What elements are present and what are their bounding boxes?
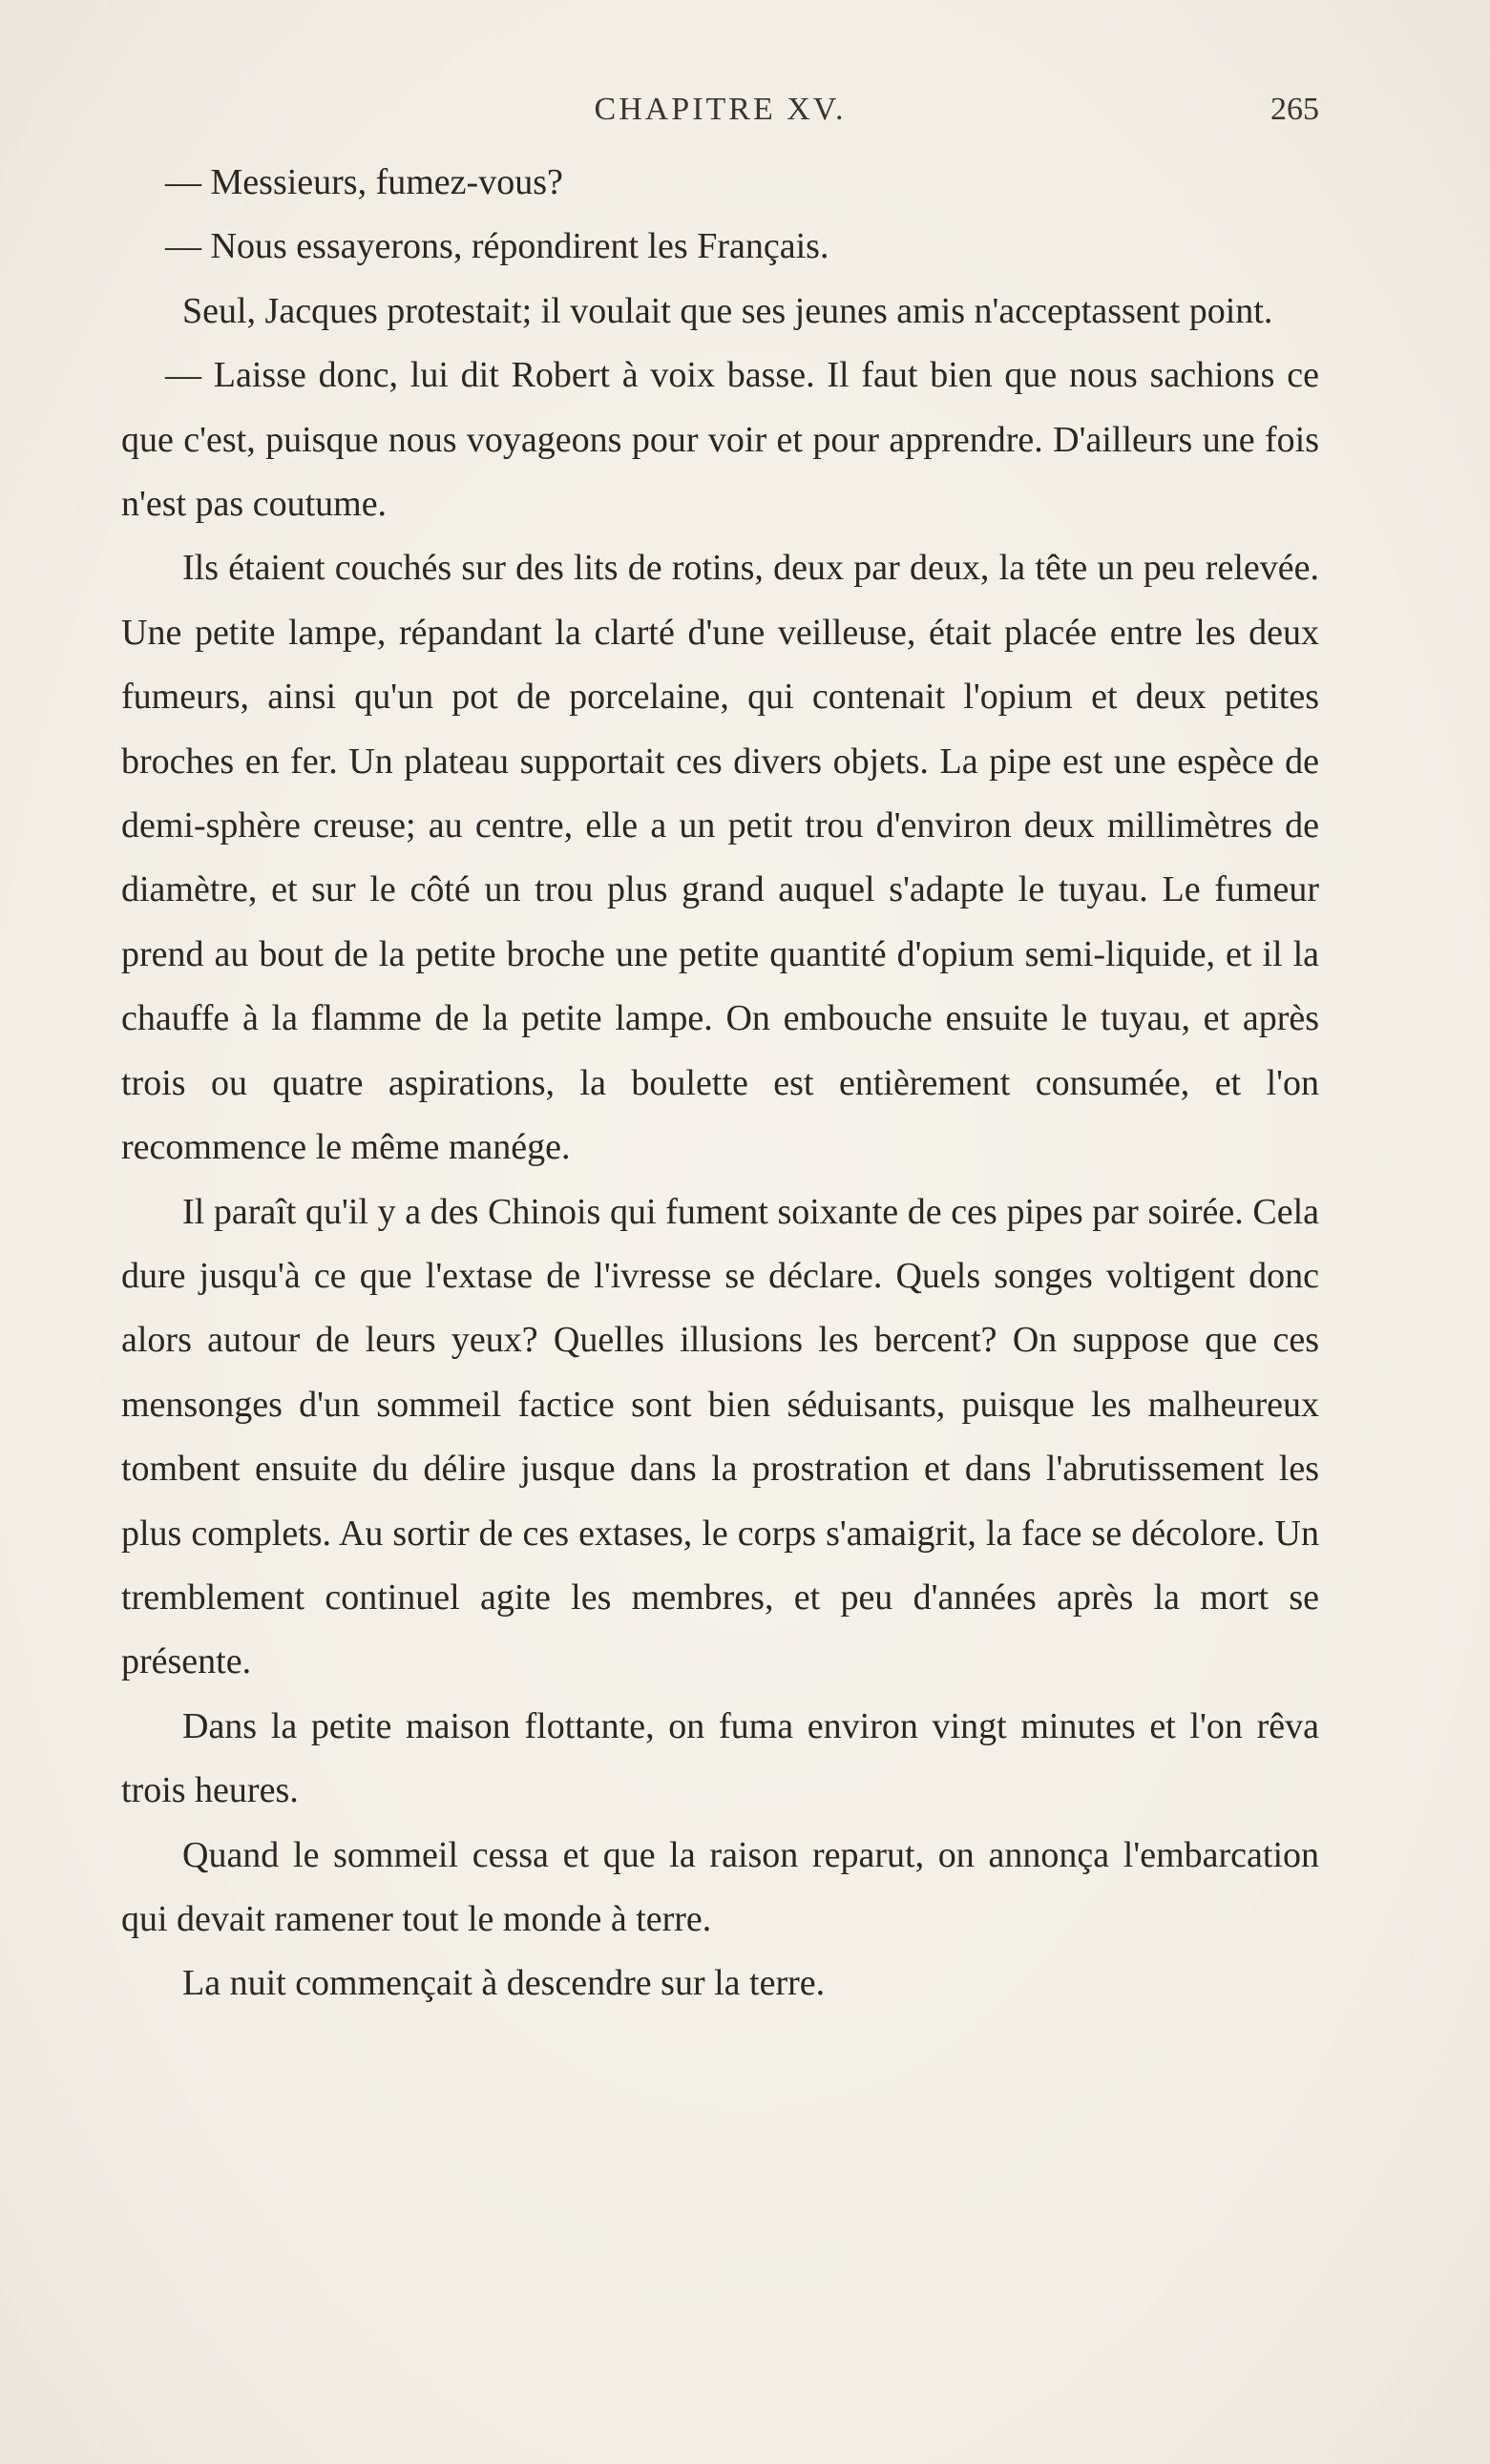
paragraph: Seul, Jacques protestait; il voulait que ses jeunes amis n'acceptassent point.	[182, 290, 1273, 331]
body-text	[121, 151, 1319, 2016]
paragraph: — Laisse donc, lui dit Robert à voix basse. Il faut bien que nous sachions ce que c'est, puisque nous voyageons pour voir et pour apprendre. D'ailleurs une fois n'est pas coutume.	[121, 355, 1319, 525]
page-number: 265	[1270, 92, 1319, 127]
paragraph: — Messieurs, fumez-vous?	[165, 162, 563, 202]
paragraph: — Nous essayerons, répondirent les Français.	[165, 226, 829, 267]
running-head	[121, 92, 1319, 139]
paragraph: Il paraît qu'il y a des Chinois qui fument soixante de ces pipes par soirée. Cela dure jusqu'à ce que l'extase de l'ivresse se déclare. Quels songes voltigent donc alors autour de leurs yeux? Quelles illusions les bercent? On suppose que ces mensonges d'un sommeil factice sont bien séduisants, puisque les malheureux tombent ensuite du délire jusque dans la prostration et dans l'abrutissement les plus complets. Au sortir de ces extases, le corps s'amaigrit, la face se décolore. Un tremblement continuel agite les membres, et peu d'années après la mort se présente.	[121, 1191, 1319, 1682]
paragraph: La nuit commençait à descendre sur la terre.	[182, 1963, 826, 2004]
paragraph: Dans la petite maison flottante, on fuma environ vingt minutes et l'on rêva trois heures.	[121, 1705, 1319, 1811]
paragraph: Quand le sommeil cessa et que la raison reparut, on annonça l'embarcation qui devait ramener tout le monde à terre.	[121, 1834, 1319, 1939]
chapter-title: CHAPITRE XV.	[594, 92, 847, 127]
paragraph: Ils étaient couchés sur des lits de rotins, deux par deux, la tête un peu relevée. Une petite lampe, répandant la clarté d'une veilleuse, était placée entre les deux fumeurs, ainsi qu'un pot de porcelaine, qui contenait l'opium et deux petites broches en fer. Un plateau supportait ces divers objets. La pipe est une espèce de demi-sphère creuse; au centre, elle a un petit trou d'environ deux millimètres de diamètre, et sur le côté un trou plus grand auquel s'adapte le tuyau. Le fumeur prend au bout de la petite broche une petite quantité d'opium semi-liquide, et il la chauffe à la flamme de la petite lampe. On embouche ensuite le tuyau, et après trois ou quatre aspirations, la boulette est entièrement consumée, et l'on recommence le même manége.	[121, 548, 1319, 1168]
